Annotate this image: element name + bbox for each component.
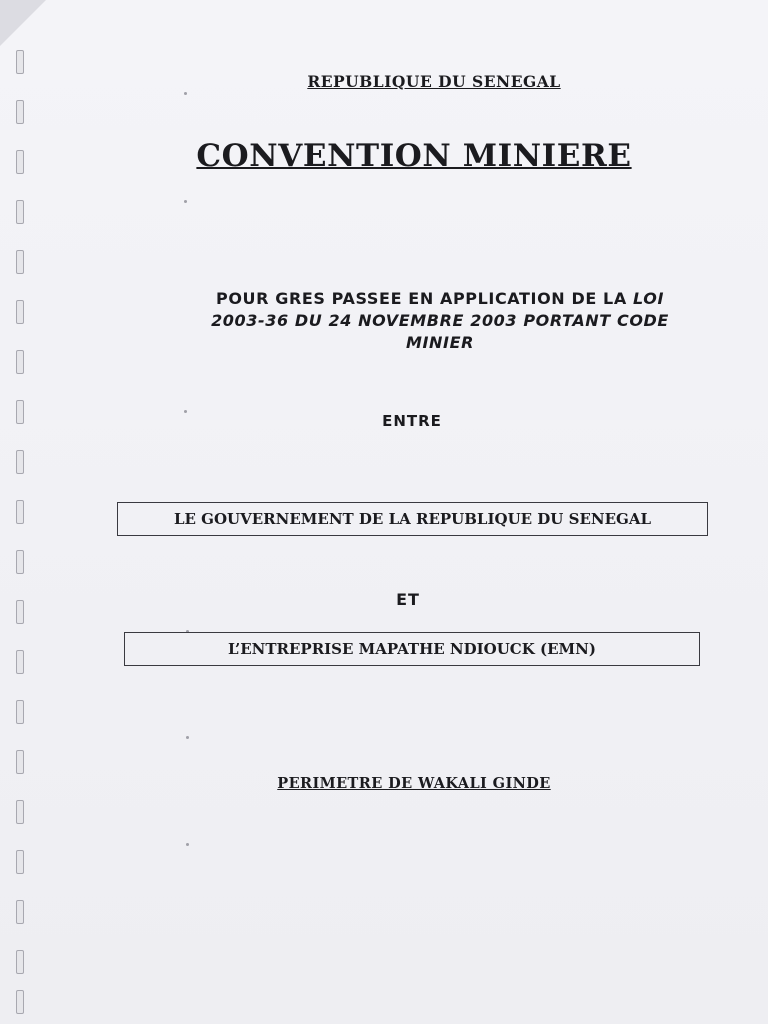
perimeter-heading: PERIMETRE DE WAKALI GINDE (277, 775, 551, 792)
between-label: ENTRE (382, 412, 442, 430)
binding-hole (16, 750, 24, 774)
binding-hole (16, 950, 24, 974)
scan-speck (186, 843, 189, 846)
binding-hole (16, 990, 24, 1014)
subtitle-law-word: LOI (633, 289, 664, 308)
and-label: ET (396, 590, 420, 609)
subtitle-line-3: MINIER (405, 333, 475, 352)
binding-hole (16, 550, 24, 574)
document-title: CONVENTION MINIERE (196, 138, 632, 174)
binding-hole (16, 800, 24, 824)
binding-hole (16, 500, 24, 524)
binding-hole (16, 250, 24, 274)
binding-hole (16, 450, 24, 474)
party-two-box: L’ENTREPRISE MAPATHE NDIOUCK (EMN) (124, 632, 700, 666)
scan-speck (186, 736, 189, 739)
scan-speck (184, 200, 187, 203)
binding-hole (16, 350, 24, 374)
document-subtitle (150, 288, 730, 354)
binding-hole (16, 700, 24, 724)
binding-holes (16, 50, 34, 1020)
binding-hole (16, 600, 24, 624)
binding-hole (16, 850, 24, 874)
binding-hole (16, 100, 24, 124)
binding-hole (16, 200, 24, 224)
party-one-box: LE GOUVERNEMENT DE LA REPUBLIQUE DU SENEGAL (117, 502, 708, 536)
subtitle-line-2: 2003-36 DU 24 NOVEMBRE 2003 PORTANT CODE (211, 311, 669, 330)
subtitle-line-1: POUR GRES PASSEE EN APPLICATION DE LA LOI (216, 289, 664, 308)
binding-hole (16, 50, 24, 74)
binding-hole (16, 300, 24, 324)
binding-hole (16, 900, 24, 924)
binding-hole (16, 400, 24, 424)
country-heading: REPUBLIQUE DU SENEGAL (307, 72, 561, 91)
folded-corner (0, 0, 46, 46)
binding-hole (16, 650, 24, 674)
scan-speck (184, 92, 187, 95)
binding-hole (16, 150, 24, 174)
